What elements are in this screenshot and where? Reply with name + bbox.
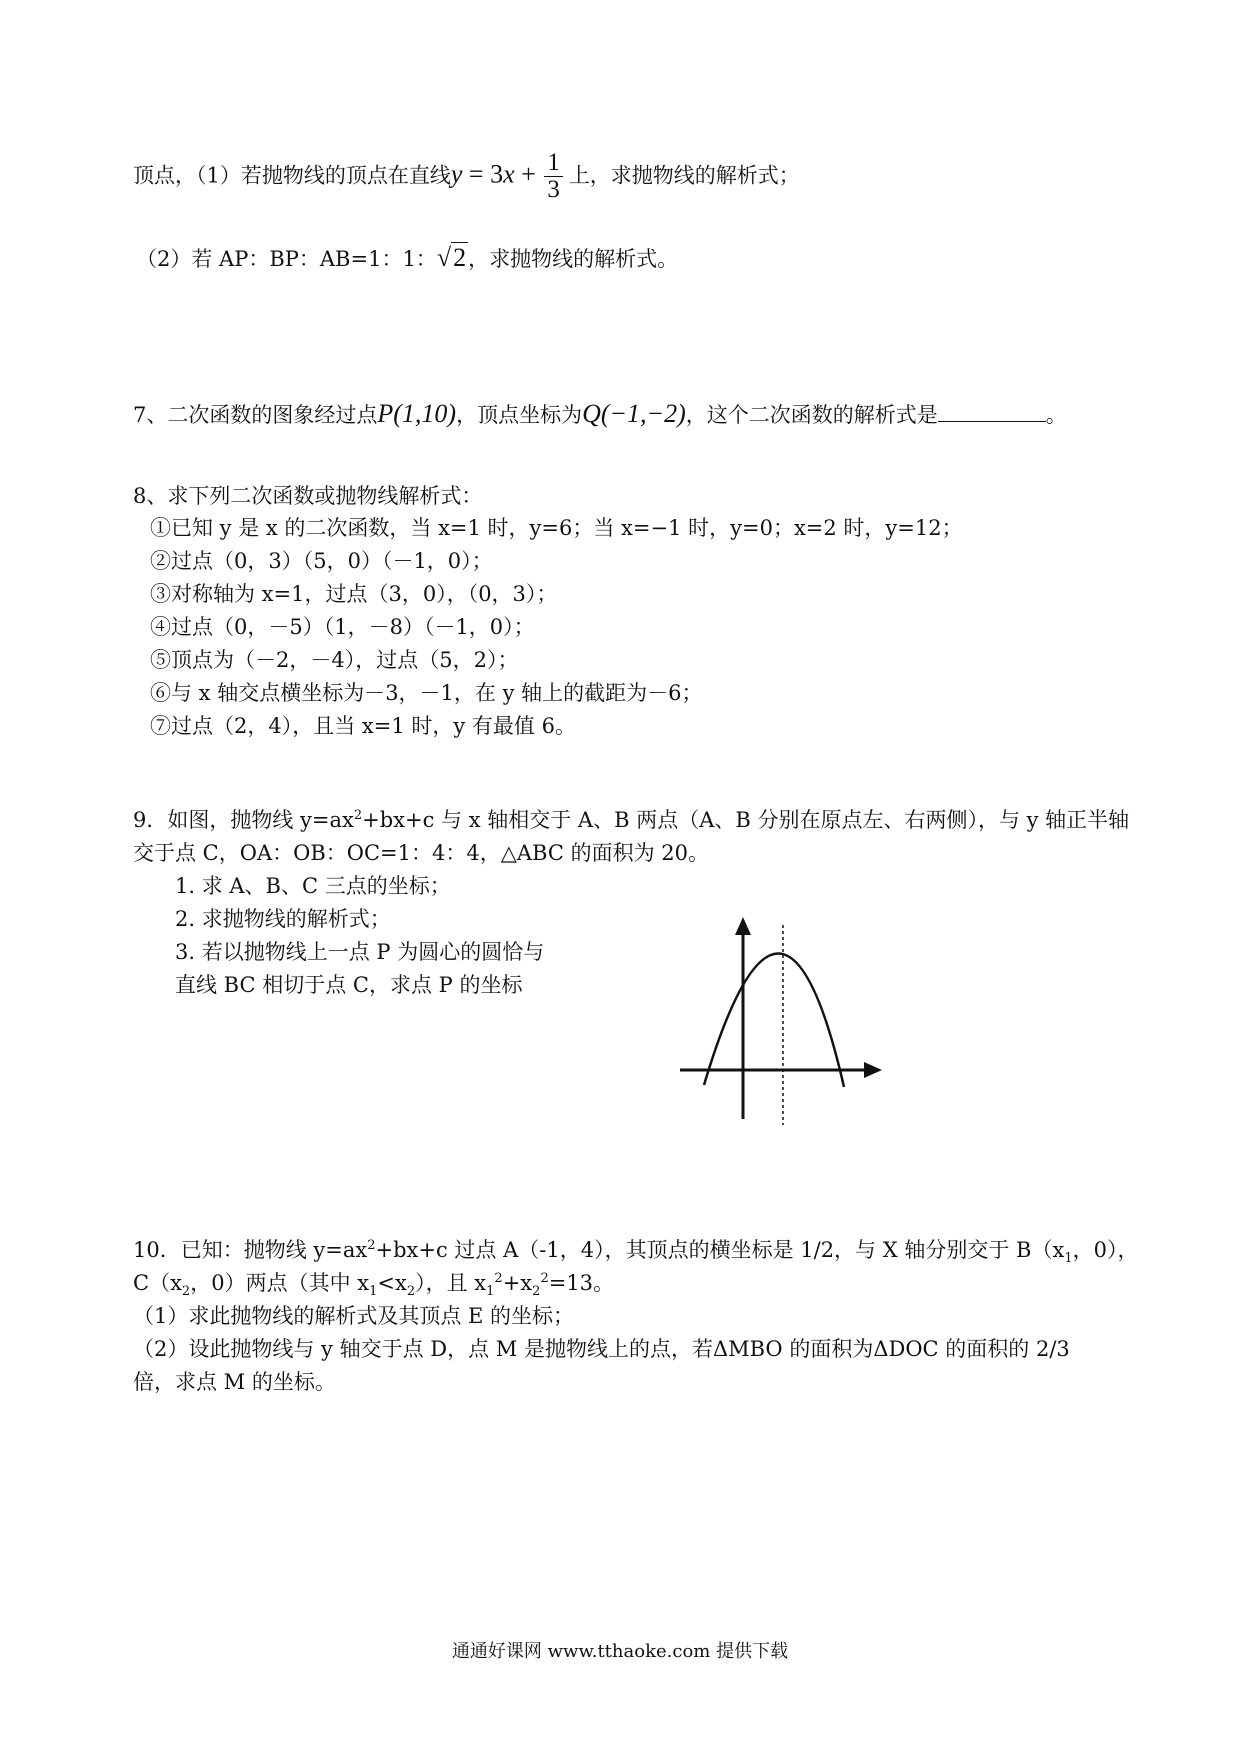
line-lhs: y bbox=[450, 159, 463, 189]
q10-part-2b: 倍，求点 M 的坐标。 bbox=[133, 1370, 336, 1394]
q6-part2-suffix: ，求抛物线的解析式。 bbox=[468, 247, 679, 271]
q10-sup: 2 bbox=[494, 1271, 503, 1286]
q9-line-1 bbox=[133, 808, 1129, 833]
q6-part1 bbox=[133, 150, 800, 204]
q10-exp-1: 2 bbox=[367, 1238, 376, 1253]
frac-denominator: 3 bbox=[547, 176, 560, 204]
q10-line-2-f: =13。 bbox=[548, 1271, 615, 1295]
q10-sub: 1 bbox=[369, 1284, 378, 1300]
q10-sub: 1 bbox=[486, 1284, 495, 1300]
q9-sub-3a: 3. 若以抛物线上一点 P 为圆心的圆恰与 bbox=[175, 940, 545, 964]
x-axis-arrow-icon bbox=[864, 1062, 882, 1078]
q8-item-3: ③对称轴为 x=1，过点（3，0），（0，3）； bbox=[150, 582, 558, 606]
line-plus: + bbox=[514, 159, 543, 189]
parabola-curve bbox=[704, 953, 844, 1087]
q10-line-2-a: C（x bbox=[133, 1271, 182, 1295]
q10-sub-1: 1 bbox=[1064, 1251, 1073, 1267]
q8-item-7: ⑦过点（2，4），且当 x=1 时，y 有最值 6。 bbox=[150, 714, 576, 738]
q9-sub-2: 2. 求抛物线的解析式； bbox=[175, 907, 391, 931]
q7-end: 。 bbox=[1045, 403, 1067, 427]
q10-line-2 bbox=[133, 1271, 614, 1300]
q10-line-2-b: ，0）两点（其中 x bbox=[190, 1271, 370, 1295]
q8-item-5: ⑤顶点为（－2，－4），过点（5，2）； bbox=[150, 648, 519, 672]
q7-prefix: 7、二次函数的图象经过点 bbox=[133, 403, 378, 427]
q9-line-1-b: +bx+c 与 x 轴相交于 A、B 两点（A、B 分别在原点左、右两侧），与 y 轴正半轴 bbox=[362, 808, 1130, 832]
q8-item-1: ①已知 y 是 x 的二次函数，当 x=1 时，y=6；当 x=−1 时，y=0；x=2 时，y=12； bbox=[150, 516, 963, 540]
q8-item-2: ②过点（0，3）（5，0）（－1，0）； bbox=[150, 549, 493, 573]
q7-point-p: P(1,10) bbox=[377, 399, 457, 428]
fraction-one-third bbox=[544, 150, 563, 204]
q7 bbox=[133, 398, 1067, 429]
q6-part2-prefix: （2）若 AP：BP：AB=1：1： bbox=[136, 247, 437, 271]
q10-line-1-b: +bx+c 过点 A（-1，4），其顶点的横坐标是 1/2，与 X 轴分别交于 B（x bbox=[375, 1238, 1065, 1262]
answer-blank bbox=[938, 399, 1046, 422]
y-axis-arrow-icon bbox=[735, 917, 751, 935]
q10-sub: 2 bbox=[532, 1284, 541, 1300]
sqrt-two bbox=[437, 242, 468, 273]
q10-line-1 bbox=[133, 1238, 1138, 1267]
q10-line-1-c: ，0）， bbox=[1072, 1238, 1139, 1262]
q10-line-1-a: 10．已知：抛物线 y=ax bbox=[133, 1238, 368, 1262]
q10-sub: 2 bbox=[181, 1284, 191, 1300]
sqrt-radicand: 2 bbox=[453, 243, 467, 272]
q10-line-2-c: <x bbox=[377, 1271, 407, 1295]
footer-source: 通通好课网 www.tthaoke.com 提供下载 bbox=[451, 1641, 789, 1662]
q9-line-2: 交于点 C，OA：OB：OC=1：4：4，△ABC 的面积为 20。 bbox=[133, 841, 710, 865]
sqrt-symbol: √ bbox=[436, 243, 452, 272]
q10-sup: 2 bbox=[540, 1271, 549, 1286]
q10-part-2a: （2）设此抛物线与 y 轴交于点 D，点 M 是抛物线上的点，若ΔMBO 的面积为ΔDOC 的面积的 2/3 bbox=[133, 1337, 1070, 1361]
line-x: x bbox=[503, 159, 515, 189]
q9-exponent: 2 bbox=[353, 808, 363, 823]
q8-item-6: ⑥与 x 轴交点横坐标为－3，－1，在 y 轴上的截距为－6； bbox=[150, 681, 703, 705]
q10-line-2-d: ），且 x bbox=[415, 1271, 487, 1295]
q10-sub: 2 bbox=[406, 1284, 416, 1300]
q9-sub-1: 1. 求 A、B、C 三点的坐标； bbox=[175, 874, 451, 898]
q7-point-q: Q(−1,−2) bbox=[582, 399, 686, 428]
q7-mid: ，顶点坐标为 bbox=[456, 403, 583, 427]
q9-sub-3b: 直线 BC 相切于点 C，求点 P 的坐标 bbox=[175, 973, 523, 997]
q10-part-1: （1）求此抛物线的解析式及其顶点 E 的坐标； bbox=[133, 1304, 575, 1328]
line-eq: = 3 bbox=[462, 159, 504, 189]
q6-part1-suffix: 上，求抛物线的解析式； bbox=[568, 163, 800, 188]
q8-item-4: ④过点（0，－5）（1，－8）（－1，0）； bbox=[150, 615, 535, 639]
q8-title: 8、求下列二次函数或抛物线解析式： bbox=[133, 484, 483, 508]
frac-numerator: 1 bbox=[544, 150, 563, 177]
q6-part1-prefix: 顶点，（1）若抛物线的顶点在直线 bbox=[133, 163, 451, 188]
q7-suffix: ，这个二次函数的解析式是 bbox=[685, 403, 938, 427]
q10-line-2-e: +x bbox=[502, 1271, 533, 1295]
parabola-figure bbox=[672, 905, 892, 1125]
q6-part2 bbox=[136, 242, 678, 273]
q9-line-1-a: 9．如图，抛物线 y=ax bbox=[133, 808, 354, 832]
